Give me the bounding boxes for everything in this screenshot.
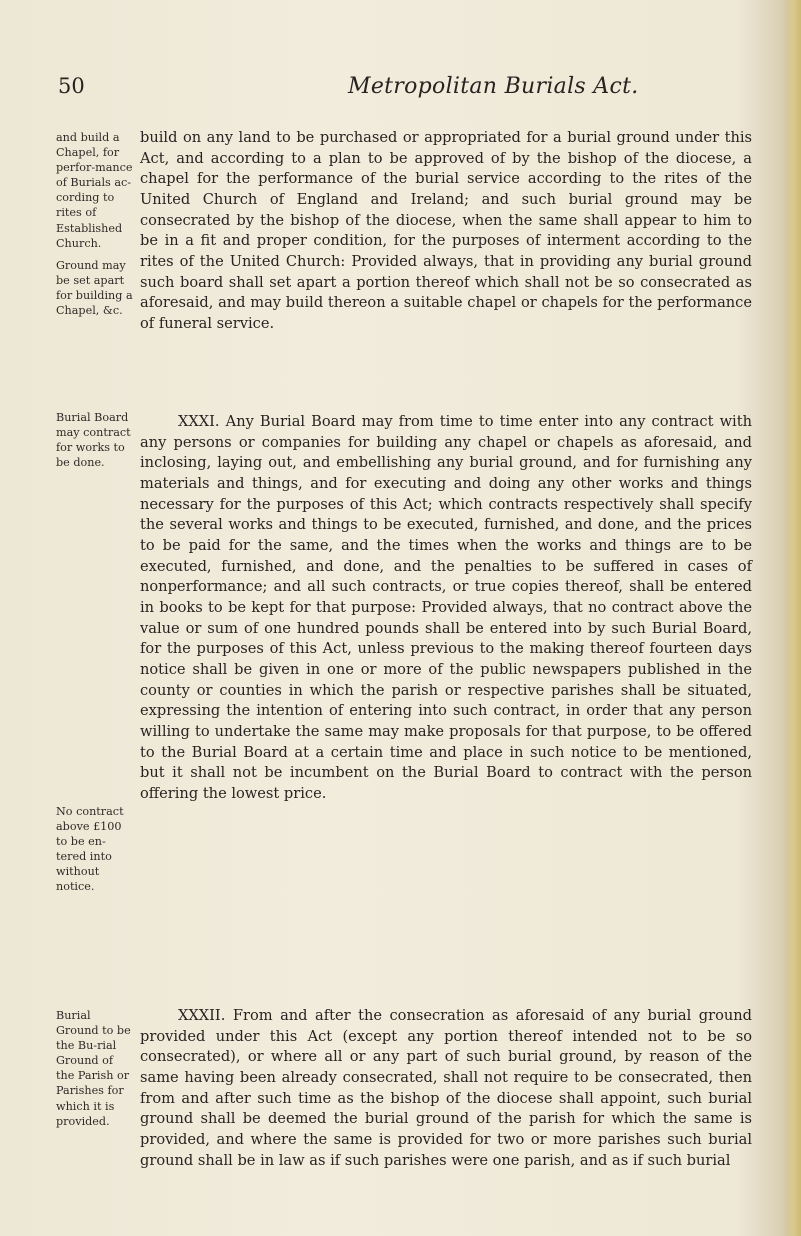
page-edge	[783, 0, 801, 1236]
margin-note: No contract above £100 to be en-tered into without notice.	[56, 805, 124, 894]
page-header	[58, 74, 758, 104]
section-xxxii: XXXII. From and after the consecration as aforesaid of any burial ground provided under this Act (except any portion thereof intended not to be so consecrated), or where all or any part of such burial ground, by reason of the same having been already consecrated, shall not require to be consecrated, then from and after such time as the bishop of the diocese shall appoint, such burial ground shall be deemed the burial ground of the parish for which the same is provided, and where the same is provided for two or more parishes such burial ground shall be in law as if such parishes were one parish, and as if such burial	[140, 1007, 752, 1169]
page-number: 50	[58, 74, 85, 98]
margin-note: Burial Ground to be the Bu-rial Ground of the Parish or Parishes for which it is provided.	[56, 1009, 131, 1128]
running-title: Metropolitan Burials Act.	[348, 74, 639, 99]
margin-note: and build a Chapel, for perfor-mance of Burials ac-cording to rites of Established Church.	[56, 131, 133, 250]
section-xxxi: XXXI. Any Burial Board may from time to time enter into any contract with any persons or companies for building any chapel or chapels as aforesaid, and inclosing, laying out, and embellishing any burial ground, and for furnishing any materials and things, and for executing and doing any other works and things necessary for the purposes of this Act; which contracts respectively shall specify the several works and things to be executed, furnished, and done, and the prices to be paid for the same, and the times when the works and things are to be executed, furnished, and done, and the penalties to be suffered in cases of nonperformance; and all such contracts, or true copies thereof, shall be entered in books to be kept for that purpose: Provided always, that no contract above the value or sum of one hundred pounds shall be entered into by such Burial Board, for the purposes of this Act, unless previous to the making thereof fourteen days notice shall be given in one or more of the public newspapers published in the county or counties in which the parish or respective parishes shall be situated, expressing the intention of entering into such contract, in order that any person willing to undertake the same may make proposals for that purpose, to be offered to the Burial Board at a certain time and place in such notice to be mentioned, but it shall not be incumbent on the Burial Board to contract with the person offering the lowest price.	[140, 413, 752, 802]
margin-note: Ground may be set apart for building a Chapel, &c.	[56, 259, 133, 318]
paragraph-continued: build on any land to be purchased or appropriated for a burial ground under this Act, and according to a plan to be approved of by the bishop of the diocese, a chapel for the performance of the burial service according to the rites of the United Church of England and Ireland; and such burial ground may be consecrated by the bishop of the diocese, when the same shall appear to him to be in a fit and proper condition, for the purposes of interment according to the rites of the United Church: Provided always, that in providing any burial ground such board shall set apart a portion thereof which shall not be so consecrated as aforesaid, and may build thereon a suitable chapel or chapels for the performance of funeral service.	[140, 129, 752, 332]
margin-note: Burial Board may contract for works to be done.	[56, 411, 131, 470]
